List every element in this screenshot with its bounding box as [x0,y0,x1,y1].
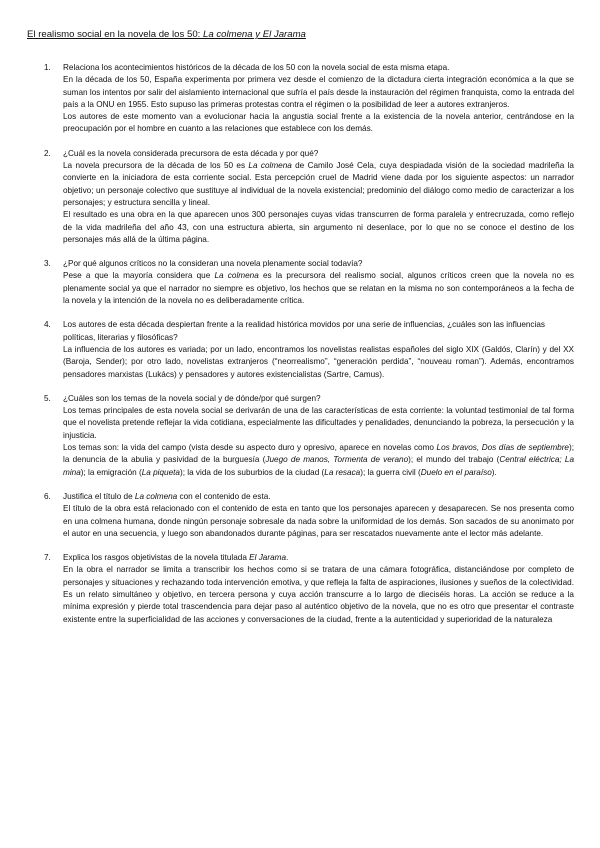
answer-paragraph: La influencia de los autores es variada; por un lado, encontramos los novelistas realistas españoles del siglo XIX (Galdós, Clarín) y del XX (Baroja, Sender); por otro lado, novelistas extranjeros (“neorrealismo”, “generación perdida”, “nouveau roman”). Además, encontramos pensadores marxistas (Lukács) y pensadores y autores existencialistas (Sartre, Camus). [63,344,574,379]
answer-paragraph: La novela precursora de la década de los 50 es La colmena de Camilo José Cela, cuya despiadada visión de la sociedad madrileña la convierte en la iniciadora de esta corriente social. Esta percepción cruel de Madrid viene dada por los siguiente aspectos: un narrador objetivo; un personaje colectivo que sustituye al individual de la novela existencial; predominio del diálogo como medio de caracterizar a los personajes; y estructura sencilla y lineal. [63,161,574,207]
question-body [63,62,574,136]
question-body [63,319,574,380]
question-item [0,393,600,479]
question-number: 7. [44,553,51,563]
italic-title: Central eléctrica; La mina [63,455,575,477]
italic-title: La piqueta [141,467,180,477]
italic-title: Los bravos, Dos días de septiembre [436,443,569,453]
question-number: 6. [44,491,51,501]
italic-title: Juego de manos, Tormenta de verano [265,455,409,465]
question-text: Explica los rasgos objetivistas de la novela titulada El Jarama. [63,553,289,563]
question-body [63,393,574,479]
document-title [27,29,306,40]
title-works: La colmena y El Jarama [202,29,306,40]
answer-paragraph: Los temas son: la vida del campo (vista desde su aspecto duro y opresivo, aparece en novelas como Los bravos, Dos días de septiembre); la denuncia de la abulia y pasividad de la burguesía (Juego de manos, Tormenta de verano); el mundo del trabajo (Central eléctrica; La mina); la emigración (La piqueta); la vida de los suburbios de la ciudad (La resaca); la guerra civil (Duelo en el paraíso). [63,443,575,477]
italic-title: La colmena [214,271,259,281]
question-text: ¿Cuál es la novela considerada precursora de esta década y por qué? [63,148,319,158]
answer-paragraph: En la obra el narrador se limita a transcribir los hechos como si se tratara de una cámara fotográfica, distanciándose por completo de personajes y situaciones y rechazando toda intervención emotiva, y que refleja la falta de aspiraciones, ilusiones y sueños de la colectividad. Es un relato simultáneo y objetivo, en tercera persona y cuya acción transcurre a lo largo de dieciséis horas. La acción se reduce a la mínima expresión y pierde total trascendencia para dejar paso al auténtico objetivo de la novela, que no es otro que presentar el contraste existente entre la superficialidad de las acciones y conversaciones de la ciudad, frente a la autenticidad y superioridad de la naturaleza [63,565,574,624]
question-item [0,319,600,380]
question-list [0,62,600,638]
answer [63,270,574,307]
answer-paragraph: Los autores de este momento van a evolucionar hacia la angustia social frente a la existencia de la novela anterior, centrándose en la preocupación por el hombre en cuanto a las relaciones que establece con los demás. [63,112,574,134]
answer-paragraph: El resultado es una obra en la que aparecen unos 300 personajes cuyas vidas transcurren de forma paralela y entrecruzada, como reflejo de la vida madrileña del año 43, con una estructura abierta, sin argumento ni desenlace, por lo que no se conoce el destino de los personajes más allá de la última página. [63,210,574,244]
italic-title: Duelo en el paraíso [420,467,492,477]
answer-paragraph: En la década de los 50, España experimenta por primera vez desde el comienzo de la dictadura cierta integración económica a la que se suman los intentos por salir del aislamiento internacional que sufría el país desde la instauración del régimen franquista, como la entrada del país a la ONU en 1955. Esto supuso las primeras protestas contra el régimen o la posibilidad de leer a autores extranjeros. [63,75,574,109]
question-number: 2. [44,148,51,158]
italic-title: El Jarama [249,553,287,563]
italic-title: La colmena [248,161,292,171]
question-body [63,258,574,307]
answer [63,74,574,135]
italic-title: La resaca [324,467,361,477]
question-item [0,552,600,626]
italic-title: La colmena [134,491,178,501]
question-body [63,552,574,626]
answer-paragraph: Los temas principales de esta novela social se derivarán de una de las características de esta corriente: la voluntad testimonial de tal forma que el novelista pretende reflejar la vida cotidiana, especialmente las dificultades y penalidades, denunciando la pobreza, la persecución y la injusticia. [63,406,574,440]
answer [63,344,574,381]
question-text: Relaciona los acontecimientos históricos de la década de los 50 con la novela social de esta misma etapa. [63,63,450,72]
question-body [63,148,574,246]
title-prefix: El realismo social en la novela de los 50: [27,29,203,40]
question-item [0,62,600,136]
question-text: Los autores de esta década despiertan frente a la realidad histórica movidos por una serie de influencias, ¿cuáles son las influencias políticas, literarias y filosóficas? [63,320,545,342]
question-item [0,258,600,307]
question-text: ¿Por qué algunos críticos no la consideran una novela plenamente social todavía? [63,259,363,269]
question-text: Justifica el título de La colmena con el contenido de esta. [63,491,271,501]
answer [63,564,574,625]
answer [63,503,574,540]
question-text: ¿Cuáles son los temas de la novela social y de dónde/por qué surgen? [63,393,321,403]
question-number: 1. [44,63,51,72]
question-body [63,491,574,540]
question-number: 3. [44,259,51,269]
answer [63,405,574,479]
question-item [0,148,600,246]
answer [63,160,574,246]
question-item [0,491,600,540]
question-number: 4. [44,320,51,330]
answer-paragraph: El título de la obra está relacionado con el contenido de esta en tanto que los personajes aparecen y desaparecen. Se nos presenta como en una colmena humana, donde ningún personaje sobresale da nada sobre la uniformidad de los demás. Son sacados de su anonimato por el autor en una secuencia, y luego son abandonados durante páginas, para ser rescatados nuevamente ante el lector más adelante. [63,504,574,538]
question-number: 5. [44,393,51,403]
answer-paragraph: Pese a que la mayoría considera que La colmena es la precursora del realismo social, algunos críticos creen que la novela no es plenamente social ya que el narrador no siempre es objetivo, los hechos que se relatan en la misma no son contemporáneos a la fecha de la novela y la intención de la novela no es deliberadamente crítica. [63,271,574,306]
